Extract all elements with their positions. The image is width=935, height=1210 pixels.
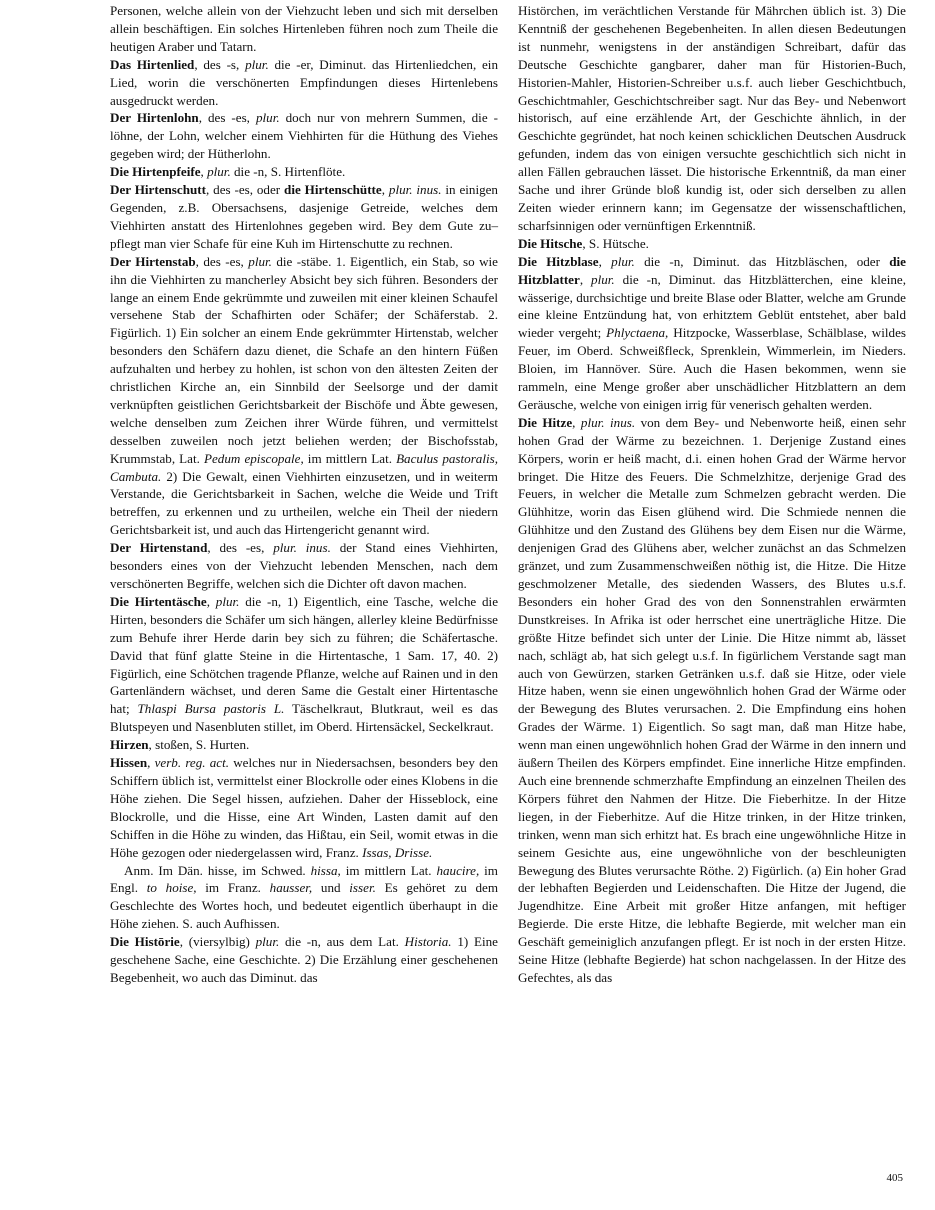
headword: Die Hirtentäsche [110, 593, 207, 609]
entry-text: , (viersylbig) [179, 934, 256, 950]
entry-text: , des -es, oder [206, 182, 285, 198]
left-entry [110, 2, 498, 56]
headword: Die Hirtenpfeife [110, 164, 201, 180]
entry-text: , [147, 755, 155, 771]
italic-term: plur. [611, 253, 635, 269]
headword: die Hirtenschütte [284, 182, 382, 198]
entry-text: Histörchen, im verächtlichen Verstande für Mährchen üblich ist. 3) Die Kenntniß der geschehenen Begebenheiten. In allen diesen Bedeutungen ist nunmehr, wenigstens in der anständigen Schreibart, dafür das Deutsche Geschichte gangbarer, daher man für Historien-Buch, Historien-Mahler, Historien-Schreiber u.s.f. auch lieber Geschichtbuch, Geschichtmahler, Geschichtschreiber sagt. Nur das Bey- und Nebenwort historisch, auf eine erzählende Art, der Geschichte ähnlich, in der Geschichte gegründet, hat noch keinen schicklichen Deutschen Ausdruck gefunden, indem das von einigen versuchte geschichtlich sich nicht in allen Fällen gebrauchen lässet. Die historische Erkenntniß, da man einer Sache und ihrer Gründe bloß kundig ist, oder sich derselben zu allen Zeiten wieder erinnern kann; im Gegensatze der wissenschaftlichen, scharfsinnigen oder vernünftigen Erkenntniß. [518, 3, 906, 233]
entry-text: 2) Die Gewalt, einen Viehhirten einzusetzen, und in weiterm Verstande, die Gerichtsbarkeit in Sachen, welche die Weide und Trift betreffen, zu erkennen und zu urtheilen, welche ein Theil der niedern Gerichtsbarkeit ist, und auch das Hirtengericht genannt wird. [110, 468, 498, 538]
entry-text: welches nur in Niedersachsen, besonders bey den Schiffern üblich ist, vermittelst einer Blockrolle oder eines Klobens in die Höhe ziehen. Die Segel hissen, aufziehen. Daher der Hisseblock, eine Blockrolle, und die Hisse, eine Art Winden, Lasten damit auf den Schiffen in die Höhe zu winden, das Hißtau, ein Seil, womit etwas in die Höhe gezogen oder niedergelassen wird, Franz. [110, 755, 498, 860]
entry-text: , des -es, [207, 540, 274, 556]
italic-term: Issas, Drisse. [362, 844, 433, 860]
page-number: 405 [886, 1172, 903, 1184]
entry-text: in einigen Gegenden, z.B. Obersachsens, dasjenige Getreide, welches dem Viehhirten anstatt des Hirtenlohnes gegeben wird. Bey dem Gute zu– pflegt man vier Schafe für eine Kuh im Hirtenschutte zu rechnen. [110, 182, 498, 251]
italic-term: Historia. [404, 934, 452, 950]
italic-term: verb. reg. act. [154, 755, 230, 771]
right-column [518, 2, 906, 987]
headword: Das Hirtenlied [110, 56, 195, 72]
entry-text: , [206, 593, 216, 609]
headword: Die Histōrie [110, 934, 180, 950]
right-entry [518, 253, 906, 414]
left-entry [110, 163, 498, 181]
italic-term: plur. [248, 253, 272, 269]
entry-text: der Stand eines Viehhirten, besonders eines von der Viehzucht lebenden Menschen, nach dem verschönerten Begriffe, welchen sich die Dichter oft davon machen. [110, 540, 498, 591]
left-entry [110, 754, 498, 861]
headword: Der Hirtenstand [110, 540, 208, 556]
entry-text: und [312, 880, 350, 896]
entry-text: Personen, welche allein von der Viehzucht leben und sich mit derselben allein beschäftigen. Ein solches Hirtenleben führen noch zum Theile die heutigen Araber und Tatarn. [110, 3, 498, 54]
italic-term: haucire, [436, 862, 480, 878]
entry-text: die -n, Diminut. das Hitzbläschen, oder [634, 253, 890, 269]
italic-term: plur. inus. [580, 414, 636, 430]
left-entry [110, 56, 498, 110]
entry-text: , [598, 253, 612, 269]
headword: Die Hitze [518, 414, 573, 430]
italic-term: Phlyctaena, [606, 325, 669, 341]
entry-text: , [381, 182, 389, 198]
entry-text: Es gehöret zu dem Geschlechte des Wortes hoch, und bedeutet eigentlich überhaupt in die Höhe ziehen. S. auch Aufhissen. [110, 880, 499, 932]
entry-text: , stoßen, S. Hurten. [148, 737, 250, 753]
entry-text: die -n, aus dem Lat. [279, 934, 405, 950]
italic-term: Baculus pastoralis, Cambuta. [110, 450, 498, 484]
entry-text: von dem Bey- und Nebenworte heiß, einen sehr hohen Grad der Wärme zu bezeichnen. 1. Derjenige Zustand eines Körpers, worin er heiß macht, d.i. einen hohen Grad der Wärme hervor bringet. Die Hitze des Feuers. Die Schmelzhitze, derjenige Grad des Feuers, in welcher die Metalle zum Schmelzen gebracht werden. Die Glühhitze, worin das Eisen glühend wird. Die Schmiede nennen die Glühhitze und den Zustand des Glühens bey dem Eisen nur die Wärme, denjenigen Grad des Glühens aber, welcher zunächst an das Schmelzen gränzet, und zum Zusammenschweißen nöthig ist, die Hitze. Die Hitze geschmolzener Metalle, des siedenden Wassers, des Blutes u.s.f. Besonders ein hoher Grad des von den Sonnenstrahlen erwärmten Dunstkreises. In Afrika ist oder herrschet eine unerträgliche Hitze. Die größte Hitze befindet sich unter der Linie. Die Hitze nimmt ab, lässet nach, schlägt ab, hat sich gelegt u.s.f. In figürlichem Verstande sagt man auch von Gewürzen, starken Getränken u.s.f. daß sie Hitze, oder viele Hitze haben, wenn sie einen ungewöhnlich hohen Grad der Wärme oder der Bewegung des Blutes verursachen. 2. Die Empfindung eins hohen Grades der Wärme. 1) Eigentlich. So sagt man, daß man Hitze habe, wenn man einen ungewöhnlich hohen Grad der Wärme in den innern und äußern Theilen des Körpers empfindet. Eine innerliche Hitze empfinden. Auch eine brennende schmerzhafte Empfindung an einzelnen Theilen des Körpers führet den Nahmen der Hitze. Die Fieberhitze. In der Hitze liegen, in der Fieberhitze. Auf die Hitze trinken, in der Hitze trinken, trinken, wenn man sich erhitzt hat. Es brach eine ungewöhnliche Hitze in seinem Gesichte aus, eine ungewöhnliche von der beschleunigten Bewegung des Blutes verursachte Röthe. 2) Figürlich. (a) Ein hoher Grad der lebhaften Begierden und Leidenschaften. Die Hitze der Jugend, die Jugendhitze. Eine Arbeit mit großer Hitze anfangen, mit heftiger Begierde. Die erste Hitze, die lebhafte Begierde, mit welcher man ein Geschäft gemeiniglich anzufangen pflegt. Er ist noch in der ersten Hitze. Seine Hitze (lebhafte Begierde) hat schon nachgelassen. In der Hitze des Gefechtes, als das [518, 414, 906, 985]
entry-text: , [572, 414, 581, 430]
entry-text: im Engl. [110, 862, 498, 896]
entry-text: doch nur von mehrern Summen, die -löhne, der Lohn, welcher einem Viehhirten für die Hüthung des Viehes gegeben wird; der Hütherlohn. [110, 110, 498, 162]
italic-term: plur. [591, 271, 615, 287]
headword: Die Hitsche [518, 235, 583, 251]
entry-text: , des -es, [198, 110, 256, 126]
entry-text: im mittlern Lat. [303, 450, 397, 466]
left-entry [110, 862, 498, 934]
entry-text: die -n, S. Hirtenflöte. [230, 164, 346, 180]
entry-text: , S. Hütsche. [582, 235, 649, 251]
left-entry [110, 933, 498, 987]
italic-term: Pedum episcopale, [204, 450, 304, 466]
italic-term: plur. [255, 110, 280, 126]
entry-text: , [579, 271, 592, 287]
entry-text: die -stäbe. 1. Eigentlich, ein Stab, so wie ihn die Viehhirten zu mancherley Absicht bey sich führen. Besonders der lange an einem Ende gekrümmte und zuweilen mit einer kleinen Schaufel versehene Stab der Schafhirten oder Schäfer; der Schäferstab. 2. Figürlich. 1) Ein solcher an einem Ende gekrümmter Hirtenstab, welcher besonders den Schäfern dazu dienet, die Schafe an den hintern Füßen aufzuhalten und herbey zu hohlen, ist schon von den ältesten Zeiten der christlichen Kirche an, ein Sinnbild der Seelsorge und der damit verknüpften geistlichen Gerichtsbarkeit der Bischöfe und Äbte gewesen, welche denselben zum Zeichen ihrer Würde führen, und vermittelst desselben zuweilen noch jetzt beliehen werden; der Bischofsstab, Krummstab, Lat. [110, 253, 498, 466]
entry-text: die -er, Diminut. das Hirtenliedchen, ein Lied, worin die verschönerten Empfindungen dieses Hirtenlebens ausgedruckt werden. [110, 56, 498, 108]
italic-term: to hoise, [146, 880, 197, 896]
entry-text: Täschelkraut, Blutkraut, weil es das Blutspeyen und Nasenbluten stillet, im Oberd. Hirtensäckel, Seckelkraut. [110, 701, 498, 735]
headword: Der Hirtenlohn [110, 110, 199, 126]
left-column [110, 2, 498, 987]
left-entry [110, 593, 498, 736]
headword: Hirzen [110, 737, 149, 753]
entry-text: im mittlern Lat. [340, 862, 437, 878]
entry-text: , des -s, [194, 56, 246, 72]
entry-text: Hitzpocke, Wasserblase, Schälblase, wildes Feuer, im Oberd. Schweißfleck, Sprenklein, Wimmerlein, im Nieders. Bloien, im Hannöver. Süre. Auch die Hasen bekommen, wenn sie rammeln, eine Menge großer aber unschädlicher Hitzblattern an dem Geräusche, welche von einigen irrig für venerisch gehalten werden. [518, 325, 906, 412]
italic-term: plur. [207, 164, 231, 180]
entry-text: , des -es, [195, 253, 249, 269]
italic-term: Thlaspi Bursa pastoris L. [137, 701, 285, 717]
italic-term: plur. [215, 593, 240, 609]
right-entry [518, 2, 906, 235]
left-entry [110, 539, 498, 593]
entry-text: die -n, Diminut. das Hitzblätterchen, eine kleine, wässerige, durchsichtige und breite Blase oder Blatter, welche am Grunde eine kleine Entzündung hat, von erhitztem Geblüt entstehet, aber bald wieder vergeht; [518, 271, 906, 341]
right-entry [518, 235, 906, 253]
left-entry [110, 736, 498, 754]
italic-term: hissa, [310, 862, 341, 878]
entry-text: die -n, 1) Eigentlich, eine Tasche, welche die Hirten, besonders die Schäfer um sich hängen, allerley kleine Bedürfnisse zum Behufe ihrer Herde darin bey sich zu führen; die Schäfertasche. David that fünf glatte Steine in die Hirtentasche, 1 Sam. 17, 40. 2) Figürlich, eine Schötchen tragende Pflanze, welche auf Rainen und in den Gartenländern wächset, und deren Same die Gestalt einer Hirtentasche hat; [110, 593, 499, 717]
entry-text: im Franz. [196, 880, 270, 896]
entry-text: 1) Eine geschehene Sache, eine Geschichte. 2) Die Erzählung einer geschehenen Begebenheit, wo auch das Diminut. das [110, 934, 498, 985]
headword: Die Hitzblase [518, 253, 599, 269]
headword: Der Hirtenschutt [110, 182, 206, 198]
left-entry [110, 109, 498, 163]
headword: Der Hirtenstab [110, 253, 196, 269]
headword: die Hitzblatter [518, 253, 906, 287]
italic-term: plur. inus. [388, 182, 442, 198]
italic-term: plur. [245, 56, 269, 72]
left-entry [110, 253, 498, 540]
italic-term: plur. [255, 934, 280, 950]
right-entry [518, 414, 906, 987]
entry-text: , [200, 164, 208, 180]
italic-term: isser. [349, 880, 376, 896]
headword: Hissen [110, 755, 148, 771]
entry-text: Anm. Im Dän. hisse, im Schwed. [124, 862, 311, 878]
left-entry [110, 181, 498, 253]
italic-term: plur. inus. [273, 540, 331, 556]
italic-term: hausser, [269, 880, 313, 896]
